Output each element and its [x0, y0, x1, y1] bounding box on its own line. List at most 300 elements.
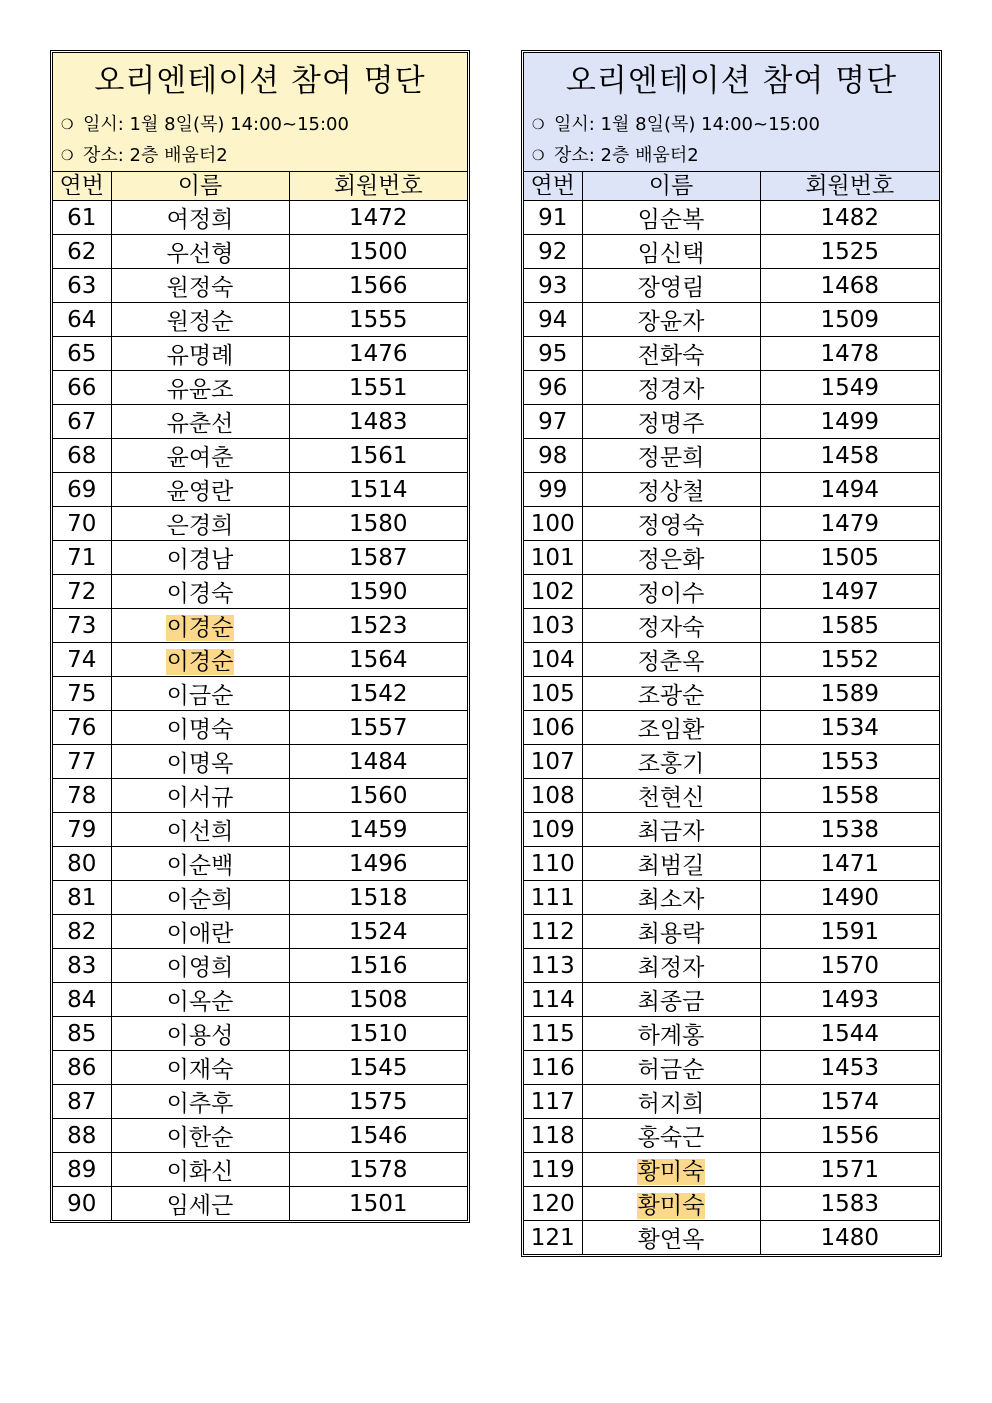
circle-bullet-icon: ❍ [61, 148, 74, 164]
row-number: 67 [53, 405, 111, 439]
table-row [524, 609, 939, 643]
table-row [53, 1187, 467, 1221]
member-name-cell [111, 575, 289, 609]
member-name-cell [582, 235, 760, 269]
row-number: 108 [524, 779, 582, 813]
table-row [524, 1085, 939, 1119]
table-row [53, 847, 467, 881]
table-row [53, 745, 467, 779]
sheet-header [53, 53, 467, 172]
member-id: 1524 [289, 915, 467, 949]
member-id: 1585 [760, 609, 939, 643]
member-name-cell [111, 1017, 289, 1051]
table-row [53, 609, 467, 643]
member-id: 1575 [289, 1085, 467, 1119]
table-row [524, 235, 939, 269]
member-id: 1518 [289, 881, 467, 915]
member-name: 이한순 [166, 1125, 234, 1151]
member-name-cell [111, 303, 289, 337]
member-id: 1508 [289, 983, 467, 1017]
row-number: 62 [53, 235, 111, 269]
row-number: 116 [524, 1051, 582, 1085]
member-id: 1468 [760, 269, 939, 303]
member-name: 조광순 [637, 683, 705, 709]
table-row [53, 1017, 467, 1051]
row-number: 69 [53, 473, 111, 507]
col-header-name: 이름 [111, 172, 289, 201]
table-row [524, 1017, 939, 1051]
member-name-cell [111, 201, 289, 235]
row-number: 105 [524, 677, 582, 711]
member-id: 1571 [760, 1153, 939, 1187]
row-number: 120 [524, 1187, 582, 1221]
row-number: 96 [524, 371, 582, 405]
row-number: 100 [524, 507, 582, 541]
member-name-cell [582, 881, 760, 915]
table-row [524, 507, 939, 541]
member-name-cell [111, 269, 289, 303]
table-row [524, 881, 939, 915]
table-row [53, 1051, 467, 1085]
row-number: 110 [524, 847, 582, 881]
roster-body [53, 201, 467, 1221]
member-name: 최용락 [637, 921, 705, 947]
col-header-number: 연번 [53, 172, 111, 201]
member-id: 1587 [289, 541, 467, 575]
table-row [524, 303, 939, 337]
member-name-cell [582, 983, 760, 1017]
sheet-title: 오리엔테이션 참여 명단 [565, 63, 898, 99]
member-name-highlighted: 황미숙 [637, 1159, 705, 1185]
table-row [53, 337, 467, 371]
member-name-cell [111, 1085, 289, 1119]
row-number: 109 [524, 813, 582, 847]
member-name: 원정숙 [166, 275, 234, 301]
table-row [524, 1051, 939, 1085]
table-row [53, 779, 467, 813]
member-name-cell [111, 983, 289, 1017]
member-name: 이화신 [166, 1159, 234, 1185]
member-id: 1549 [760, 371, 939, 405]
date-line [524, 109, 939, 140]
col-header-member-id: 회원번호 [289, 172, 467, 201]
member-name: 장영림 [637, 275, 705, 301]
table-row [524, 677, 939, 711]
row-number: 98 [524, 439, 582, 473]
member-name: 홍숙근 [637, 1125, 705, 1151]
member-name-cell [111, 881, 289, 915]
row-number: 85 [53, 1017, 111, 1051]
member-id: 1583 [760, 1187, 939, 1221]
member-id: 1558 [760, 779, 939, 813]
member-name-cell [111, 677, 289, 711]
roster-sheet-right [521, 50, 942, 1257]
member-name-cell [111, 779, 289, 813]
member-name: 최범길 [637, 853, 705, 879]
member-name: 윤영란 [166, 479, 234, 505]
member-name-cell [582, 507, 760, 541]
roster-table [53, 172, 467, 1220]
member-id: 1494 [760, 473, 939, 507]
row-number: 86 [53, 1051, 111, 1085]
member-name: 유윤조 [166, 377, 234, 403]
member-id: 1525 [760, 235, 939, 269]
table-row [53, 915, 467, 949]
row-number: 71 [53, 541, 111, 575]
member-name-cell [582, 711, 760, 745]
roster-sheet-left [50, 50, 470, 1223]
member-name: 조홍기 [637, 751, 705, 777]
member-id: 1509 [760, 303, 939, 337]
member-id: 1471 [760, 847, 939, 881]
member-name-cell [111, 847, 289, 881]
member-name-cell [582, 439, 760, 473]
place-line [524, 140, 939, 171]
date-text: 일시: 1월 8일(목) 14:00~15:00 [554, 114, 820, 135]
member-id: 1476 [289, 337, 467, 371]
row-number: 106 [524, 711, 582, 745]
row-number: 119 [524, 1153, 582, 1187]
table-row [53, 371, 467, 405]
row-number: 95 [524, 337, 582, 371]
table-row [524, 745, 939, 779]
member-name: 이옥순 [166, 989, 234, 1015]
member-name: 정상철 [637, 479, 705, 505]
table-row [53, 813, 467, 847]
member-id: 1496 [289, 847, 467, 881]
row-number: 115 [524, 1017, 582, 1051]
row-number: 73 [53, 609, 111, 643]
member-name-cell [111, 405, 289, 439]
row-number: 84 [53, 983, 111, 1017]
member-name: 이용성 [166, 1023, 234, 1049]
member-name-cell [111, 337, 289, 371]
member-name-cell [582, 269, 760, 303]
table-row [524, 711, 939, 745]
member-id: 1552 [760, 643, 939, 677]
member-name: 하계홍 [637, 1023, 705, 1049]
member-name: 최금자 [637, 819, 705, 845]
row-number: 61 [53, 201, 111, 235]
member-id: 1574 [760, 1085, 939, 1119]
member-name-cell [582, 677, 760, 711]
member-id: 1560 [289, 779, 467, 813]
member-name: 윤여춘 [166, 445, 234, 471]
member-name-cell [111, 1153, 289, 1187]
table-header-row [524, 172, 939, 201]
row-number: 97 [524, 405, 582, 439]
member-name: 이순백 [166, 853, 234, 879]
member-name-cell [111, 813, 289, 847]
table-row [524, 915, 939, 949]
table-row [524, 201, 939, 235]
row-number: 66 [53, 371, 111, 405]
member-name: 유명례 [166, 343, 234, 369]
table-row [524, 269, 939, 303]
member-name-cell [582, 575, 760, 609]
table-row [524, 1119, 939, 1153]
table-row [524, 337, 939, 371]
row-number: 94 [524, 303, 582, 337]
row-number: 83 [53, 949, 111, 983]
member-name: 이추후 [166, 1091, 234, 1117]
table-row [524, 1187, 939, 1221]
member-name-cell [111, 1187, 289, 1221]
row-number: 111 [524, 881, 582, 915]
place-line [53, 140, 467, 171]
table-row [524, 473, 939, 507]
sheet-title: 오리엔테이션 참여 명단 [94, 63, 426, 99]
member-name: 우선형 [166, 241, 234, 267]
row-number: 113 [524, 949, 582, 983]
member-name-cell [582, 643, 760, 677]
member-id: 1493 [760, 983, 939, 1017]
row-number: 114 [524, 983, 582, 1017]
table-row [53, 1153, 467, 1187]
member-id: 1514 [289, 473, 467, 507]
member-name-cell [582, 337, 760, 371]
place-text: 장소: 2층 배움터2 [83, 145, 228, 166]
row-number: 78 [53, 779, 111, 813]
table-row [53, 269, 467, 303]
member-id: 1472 [289, 201, 467, 235]
member-name: 최정자 [637, 955, 705, 981]
member-name-cell [582, 813, 760, 847]
row-number: 121 [524, 1221, 582, 1255]
member-id: 1566 [289, 269, 467, 303]
col-header-name: 이름 [582, 172, 760, 201]
member-name: 최소자 [637, 887, 705, 913]
row-number: 75 [53, 677, 111, 711]
row-number: 90 [53, 1187, 111, 1221]
member-name: 이경남 [166, 547, 234, 573]
sheet-header [524, 53, 939, 172]
member-name: 정명주 [637, 411, 705, 437]
member-id: 1551 [289, 371, 467, 405]
row-number: 118 [524, 1119, 582, 1153]
member-name-cell [111, 1051, 289, 1085]
table-row [524, 405, 939, 439]
table-header-row [53, 172, 467, 201]
table-row [524, 371, 939, 405]
table-row [524, 847, 939, 881]
member-id: 1589 [760, 677, 939, 711]
circle-bullet-icon: ❍ [532, 117, 545, 133]
table-row [53, 575, 467, 609]
table-row [524, 1221, 939, 1255]
member-id: 1458 [760, 439, 939, 473]
table-row [53, 541, 467, 575]
table-row [53, 439, 467, 473]
member-name-cell [111, 235, 289, 269]
member-name: 장윤자 [637, 309, 705, 335]
member-id: 1556 [760, 1119, 939, 1153]
member-name: 이명옥 [166, 751, 234, 777]
member-name: 정자숙 [637, 615, 705, 641]
member-name-cell [111, 711, 289, 745]
member-name-cell [582, 915, 760, 949]
row-number: 68 [53, 439, 111, 473]
member-name-cell [582, 609, 760, 643]
row-number: 91 [524, 201, 582, 235]
member-name: 은경희 [166, 513, 234, 539]
member-name-cell [582, 1051, 760, 1085]
row-number: 65 [53, 337, 111, 371]
member-name-highlighted: 이경순 [166, 615, 234, 641]
member-id: 1570 [760, 949, 939, 983]
member-id: 1479 [760, 507, 939, 541]
member-name-cell [111, 439, 289, 473]
member-name-cell [111, 643, 289, 677]
member-name-cell [582, 1221, 760, 1255]
member-id: 1557 [289, 711, 467, 745]
member-name-cell [582, 541, 760, 575]
row-number: 72 [53, 575, 111, 609]
row-number: 64 [53, 303, 111, 337]
member-name-cell [111, 507, 289, 541]
row-number: 80 [53, 847, 111, 881]
table-row [524, 949, 939, 983]
roster-table [524, 172, 939, 1254]
table-row [524, 541, 939, 575]
col-header-number: 연번 [524, 172, 582, 201]
table-row [53, 711, 467, 745]
member-id: 1478 [760, 337, 939, 371]
member-id: 1497 [760, 575, 939, 609]
member-id: 1483 [289, 405, 467, 439]
member-name: 허지희 [637, 1091, 705, 1117]
member-name: 최종금 [637, 989, 705, 1015]
member-name: 이선희 [166, 819, 234, 845]
table-row [53, 677, 467, 711]
member-id: 1546 [289, 1119, 467, 1153]
member-name-cell [582, 1085, 760, 1119]
member-name: 임신택 [637, 241, 705, 267]
member-name: 이명숙 [166, 717, 234, 743]
row-number: 77 [53, 745, 111, 779]
member-name-cell [111, 949, 289, 983]
row-number: 89 [53, 1153, 111, 1187]
member-name: 조임환 [637, 717, 705, 743]
member-name-cell [582, 201, 760, 235]
table-row [53, 201, 467, 235]
member-name-cell [582, 1119, 760, 1153]
member-id: 1555 [289, 303, 467, 337]
date-text: 일시: 1월 8일(목) 14:00~15:00 [83, 114, 349, 135]
table-row [53, 405, 467, 439]
table-row [53, 949, 467, 983]
row-number: 112 [524, 915, 582, 949]
row-number: 76 [53, 711, 111, 745]
row-number: 87 [53, 1085, 111, 1119]
member-id: 1534 [760, 711, 939, 745]
member-id: 1453 [760, 1051, 939, 1085]
member-name-cell [111, 745, 289, 779]
member-name-highlighted: 황미숙 [637, 1193, 705, 1219]
member-id: 1480 [820, 1224, 880, 1251]
row-number: 102 [524, 575, 582, 609]
roster-body [524, 201, 939, 1255]
table-row [53, 643, 467, 677]
row-number: 74 [53, 643, 111, 677]
member-name-cell [111, 371, 289, 405]
table-row [524, 643, 939, 677]
circle-bullet-icon: ❍ [532, 148, 545, 164]
row-number: 99 [524, 473, 582, 507]
table-row [524, 983, 939, 1017]
member-name-cell [582, 847, 760, 881]
member-name-cell [582, 1153, 760, 1187]
table-row [53, 1119, 467, 1153]
row-number: 104 [524, 643, 582, 677]
table-row [53, 235, 467, 269]
row-number: 107 [524, 745, 582, 779]
member-name-cell [111, 915, 289, 949]
member-id: 1538 [760, 813, 939, 847]
row-number: 70 [53, 507, 111, 541]
row-number: 79 [53, 813, 111, 847]
member-name-cell [582, 1017, 760, 1051]
member-name: 황연옥 [637, 1227, 705, 1253]
member-id: 1484 [289, 745, 467, 779]
member-name: 천현신 [637, 785, 705, 811]
row-number: 92 [524, 235, 582, 269]
member-name: 이영희 [166, 955, 234, 981]
member-id: 1501 [348, 1190, 408, 1217]
member-name: 정춘옥 [637, 649, 705, 675]
member-id: 1523 [289, 609, 467, 643]
row-number: 101 [524, 541, 582, 575]
member-name-cell [582, 473, 760, 507]
member-id: 1516 [289, 949, 467, 983]
member-name: 이서규 [166, 785, 234, 811]
member-name: 이경숙 [166, 581, 234, 607]
member-name: 정문희 [637, 445, 705, 471]
member-name: 원정순 [166, 309, 234, 335]
member-name-highlighted: 이경순 [166, 649, 234, 675]
table-row [53, 983, 467, 1017]
row-number: 117 [524, 1085, 582, 1119]
member-id: 1591 [760, 915, 939, 949]
row-number: 81 [53, 881, 111, 915]
table-row [524, 439, 939, 473]
member-name: 임세근 [166, 1193, 234, 1219]
member-name-cell [582, 371, 760, 405]
member-name-cell [111, 541, 289, 575]
member-name: 전화숙 [637, 343, 705, 369]
member-name: 허금순 [637, 1057, 705, 1083]
member-name: 정은화 [637, 547, 705, 573]
member-id: 1578 [289, 1153, 467, 1187]
place-text: 장소: 2층 배움터2 [554, 145, 699, 166]
table-row [53, 507, 467, 541]
member-name: 유춘선 [166, 411, 234, 437]
member-name-cell [582, 779, 760, 813]
member-id: 1564 [289, 643, 467, 677]
member-id: 1482 [760, 201, 939, 235]
member-name-cell [582, 949, 760, 983]
member-name-cell [582, 745, 760, 779]
member-name: 여정희 [166, 207, 234, 233]
table-row [524, 813, 939, 847]
table-row [53, 1085, 467, 1119]
member-id: 1580 [289, 507, 467, 541]
member-id: 1510 [289, 1017, 467, 1051]
member-name-cell [111, 1119, 289, 1153]
row-number: 93 [524, 269, 582, 303]
table-row [53, 473, 467, 507]
row-number: 103 [524, 609, 582, 643]
